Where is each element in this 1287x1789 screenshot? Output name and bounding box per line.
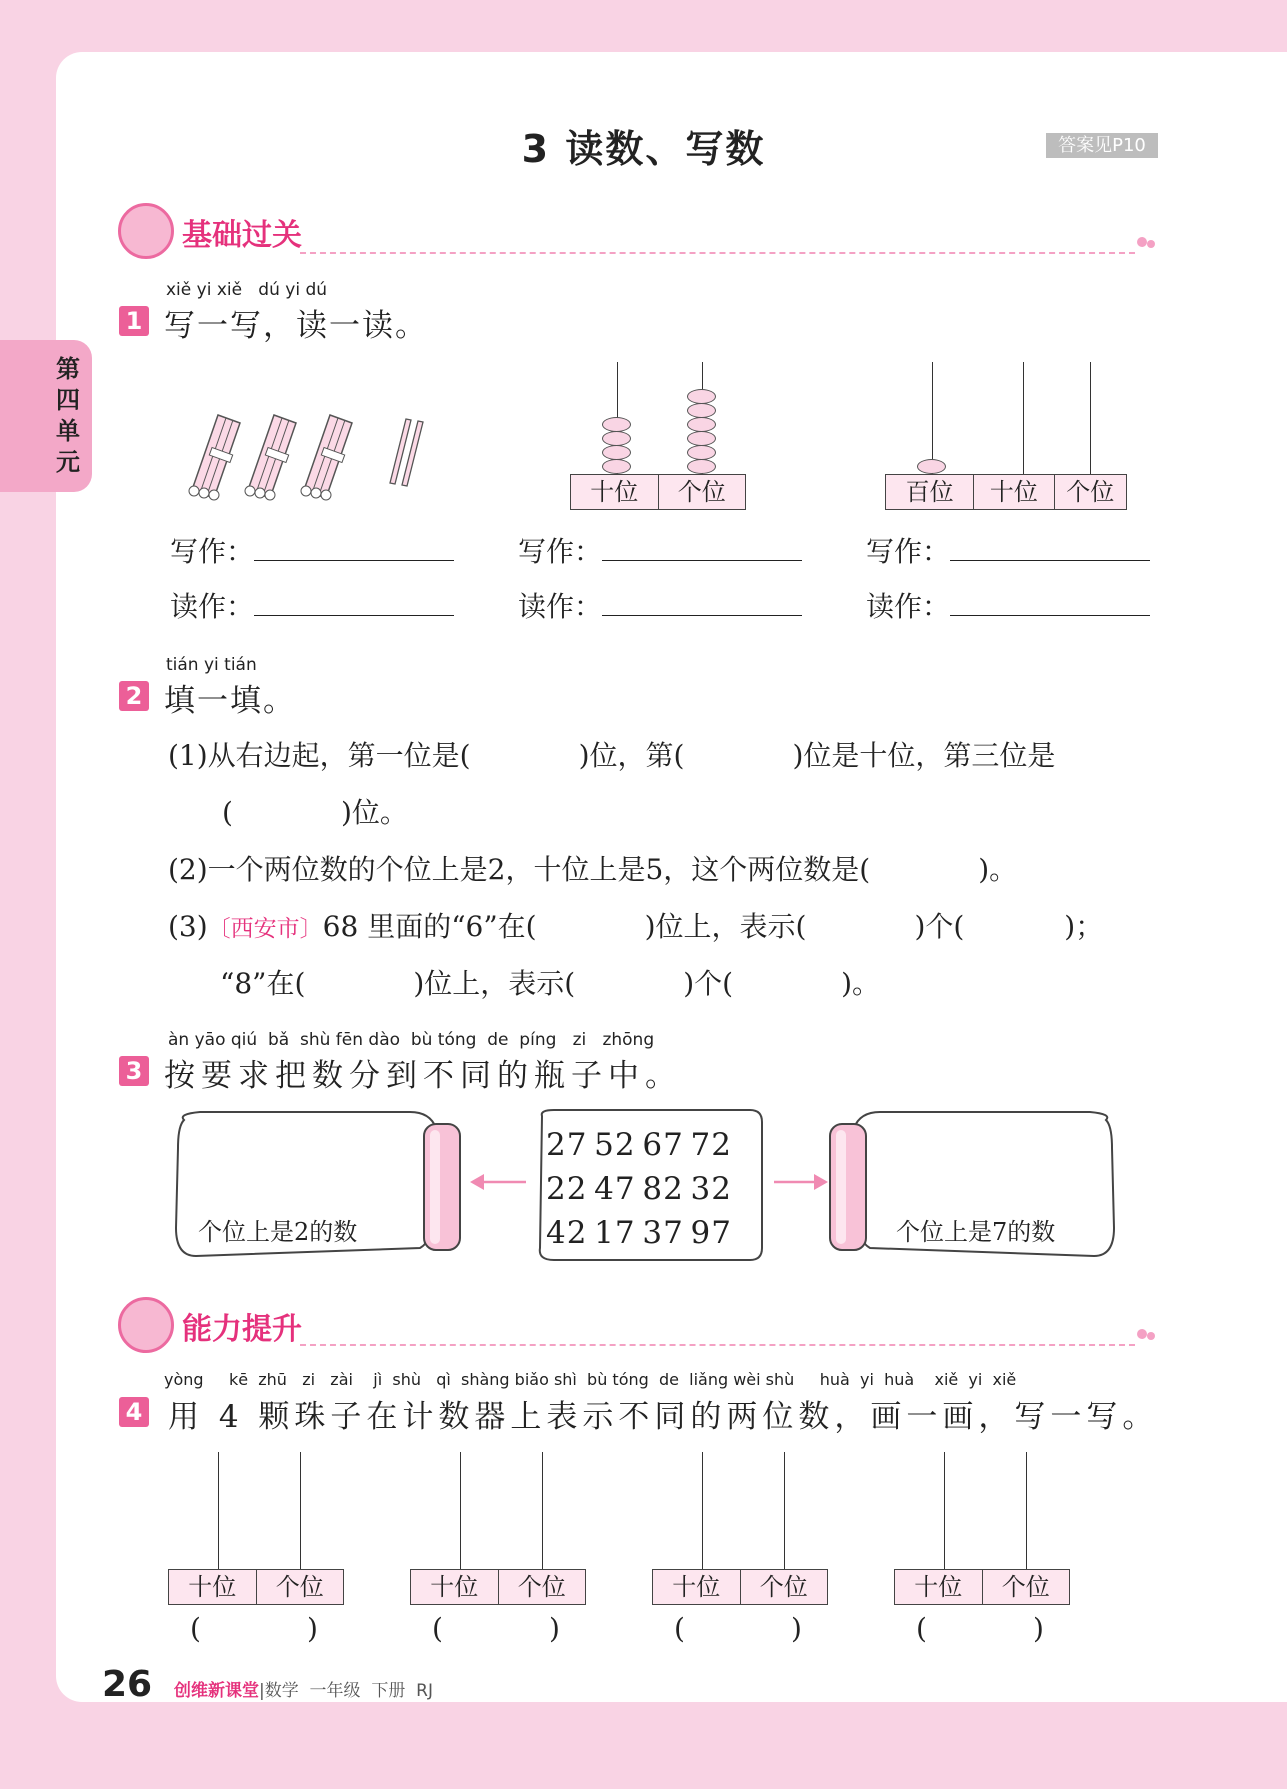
abacus-rod-tens: [702, 1452, 703, 1570]
single-sticks: [390, 419, 423, 486]
q2-part2: (2)一个两位数的个位上是2，十位上是5，这个两位数是( )。: [168, 853, 1018, 886]
answer-space[interactable]: [212, 1616, 300, 1652]
read-answer-3: 读作：: [866, 585, 1150, 625]
place-label: 个位: [517, 1573, 566, 1601]
section-divider: [300, 1344, 1135, 1346]
abacus-rod-ones: [1026, 1452, 1027, 1570]
abacus-bead: [602, 417, 631, 432]
q4-number: 4: [119, 1397, 149, 1427]
answer-paren-open: (: [674, 1612, 685, 1645]
write-answer-3: 写作：: [866, 530, 1150, 570]
answer-space[interactable]: [454, 1616, 542, 1652]
q2-part3-line2: “8”在( )位上，表示( )个( )。: [220, 967, 881, 1000]
place-value-box: [885, 474, 1127, 510]
unit-tab-label: 第四单元: [56, 355, 80, 476]
answer-paren-close: ): [549, 1612, 560, 1645]
number-grid: [546, 1123, 732, 1255]
abacus-rod-hundreds: [932, 362, 933, 474]
read-answer-1: 读作：: [170, 585, 454, 625]
q2-number: 2: [119, 681, 149, 711]
abacus-rod-ones: [542, 1452, 543, 1570]
decor-dot: [1137, 1329, 1147, 1339]
place-value-box: [570, 474, 746, 510]
q2-part3-line1: (3)〔西安市〕68 里面的“6”在( )位上，表示( )个( )；: [168, 910, 1104, 943]
stick-bundle: [189, 415, 240, 500]
stick-bundle: [245, 415, 296, 500]
number-card[interactable]: 97: [690, 1215, 732, 1251]
answer-paren-close: ): [791, 1612, 802, 1645]
book-info: |数学 一年级 下册 RJ: [259, 1681, 433, 1701]
answer-blank[interactable]: [254, 615, 454, 616]
q2-part1-line1: (1)从右边起，第一位是( )位，第( )位是十位，第三位是: [168, 739, 1056, 772]
answer-blank[interactable]: [602, 615, 802, 616]
answer-space[interactable]: [938, 1616, 1026, 1652]
place-label: 十位: [653, 1570, 741, 1604]
abacus-bead: [687, 459, 716, 474]
unit-tab: [0, 340, 92, 492]
number-row: [546, 1123, 732, 1167]
number-row: [546, 1211, 732, 1255]
stick-bundles-figure: [170, 405, 450, 505]
abacus-bead: [687, 445, 716, 460]
place-label: 个位: [759, 1573, 808, 1601]
arrow-left-icon: [470, 1174, 526, 1190]
left-bottle-label: 个位上是2的数: [198, 1218, 358, 1246]
q2-pinyin: tián yi tián: [166, 655, 257, 675]
q3-pinyin: àn yāo qiú bǎ shù fēn dào bù tóng de píng zi zhōng: [168, 1030, 655, 1050]
answer-space[interactable]: [696, 1616, 784, 1652]
abacus-bead: [602, 431, 631, 446]
number-card[interactable]: 32: [690, 1171, 732, 1207]
section-title-basic: 基础过关: [182, 218, 302, 253]
place-label: 十位: [411, 1570, 499, 1604]
q1-pinyin: xiě yi xiě dú yi dú: [166, 280, 328, 300]
abacus-rod-tens: [218, 1452, 219, 1570]
answer-blank[interactable]: [950, 560, 1150, 561]
answer-paren-open: (: [916, 1612, 927, 1645]
abacus-bead: [687, 431, 716, 446]
place-value-box: [168, 1569, 344, 1605]
decor-dot: [1137, 237, 1147, 247]
write-answer-2: 写作：: [518, 530, 802, 570]
place-value-box: [410, 1569, 586, 1605]
abacus-bead: [687, 403, 716, 418]
number-card[interactable]: 17: [594, 1215, 636, 1251]
section-title-advanced: 能力提升: [182, 1312, 302, 1347]
number-card[interactable]: 67: [642, 1127, 684, 1163]
number-card[interactable]: 47: [594, 1171, 636, 1207]
place-label: 十位: [571, 475, 659, 509]
city-tag: 〔西安市〕: [207, 916, 323, 942]
place-label: 十位: [169, 1570, 257, 1604]
number-card[interactable]: 42: [546, 1215, 588, 1251]
footer-info: [174, 1676, 433, 1701]
q4-pinyin: yòng kē zhū zi zài jì shù qì shàng biǎo shì bù tóng de liǎng wèi shù huà yi huà xiě yi xiě: [164, 1370, 1017, 1389]
q4-text: 用 4 颗珠子在计数器上表示不同的两位数，画一画，写一写。: [168, 1399, 1159, 1435]
cartoon-boy-icon: [118, 1297, 174, 1353]
q1-number: 1: [119, 306, 149, 336]
decor-dot: [1147, 1332, 1155, 1340]
answer-blank[interactable]: [602, 560, 802, 561]
answer-paren-open: (: [190, 1612, 201, 1645]
page-title: 3 读数、写数: [521, 127, 766, 171]
answer-blank[interactable]: [254, 560, 454, 561]
q3-number: 3: [119, 1056, 149, 1086]
answer-paren-open: (: [432, 1612, 443, 1645]
place-value-box: [894, 1569, 1070, 1605]
answer-paren-close: ): [307, 1612, 318, 1645]
place-label: 个位: [677, 478, 726, 506]
abacus-bead: [602, 445, 631, 460]
answer-paren-close: ): [1033, 1612, 1044, 1645]
abacus-rod-ones: [1090, 362, 1091, 474]
q1-text: 写一写，读一读。: [164, 308, 428, 344]
q2-part1-line2: ( )位。: [222, 796, 408, 829]
right-bottle-label: 个位上是7的数: [896, 1218, 1056, 1246]
section-divider: [300, 252, 1135, 254]
brand-name: 创维新课堂: [174, 1681, 259, 1701]
place-label: 个位: [1066, 478, 1115, 506]
abacus-rod-tens: [1023, 362, 1024, 474]
abacus-bead: [602, 459, 631, 474]
abacus-rod-tens: [460, 1452, 461, 1570]
answer-reference-badge: 答案见P10: [1046, 133, 1158, 158]
place-label: 十位: [974, 475, 1054, 509]
cartoon-girl-icon: [118, 203, 174, 259]
number-card[interactable]: 72: [690, 1127, 732, 1163]
place-label: 十位: [895, 1570, 983, 1604]
arrow-right-icon: [774, 1174, 828, 1190]
stick-bundle: [301, 415, 352, 500]
q2-text: 填一填。: [164, 683, 296, 719]
answer-blank[interactable]: [950, 615, 1150, 616]
abacus-rod-ones: [784, 1452, 785, 1570]
number-card[interactable]: 52: [594, 1127, 636, 1163]
abacus-bead: [917, 459, 946, 474]
abacus-bead: [687, 389, 716, 404]
page-number: 26: [102, 1664, 153, 1705]
number-row: [546, 1167, 732, 1211]
number-card[interactable]: 22: [546, 1171, 588, 1207]
q3-text: 按要求把数分到不同的瓶子中。: [164, 1058, 682, 1094]
abacus-rod-ones: [300, 1452, 301, 1570]
decor-dot: [1147, 240, 1155, 248]
write-answer-1: 写作：: [170, 530, 454, 570]
abacus-bead: [687, 417, 716, 432]
read-answer-2: 读作：: [518, 585, 802, 625]
place-label: 个位: [275, 1573, 324, 1601]
place-label: 个位: [1001, 1573, 1050, 1601]
number-card[interactable]: 82: [642, 1171, 684, 1207]
abacus-rod-tens: [944, 1452, 945, 1570]
number-card[interactable]: 27: [546, 1127, 588, 1163]
place-label: 百位: [886, 475, 974, 509]
number-card[interactable]: 37: [642, 1215, 684, 1251]
place-value-box: [652, 1569, 828, 1605]
